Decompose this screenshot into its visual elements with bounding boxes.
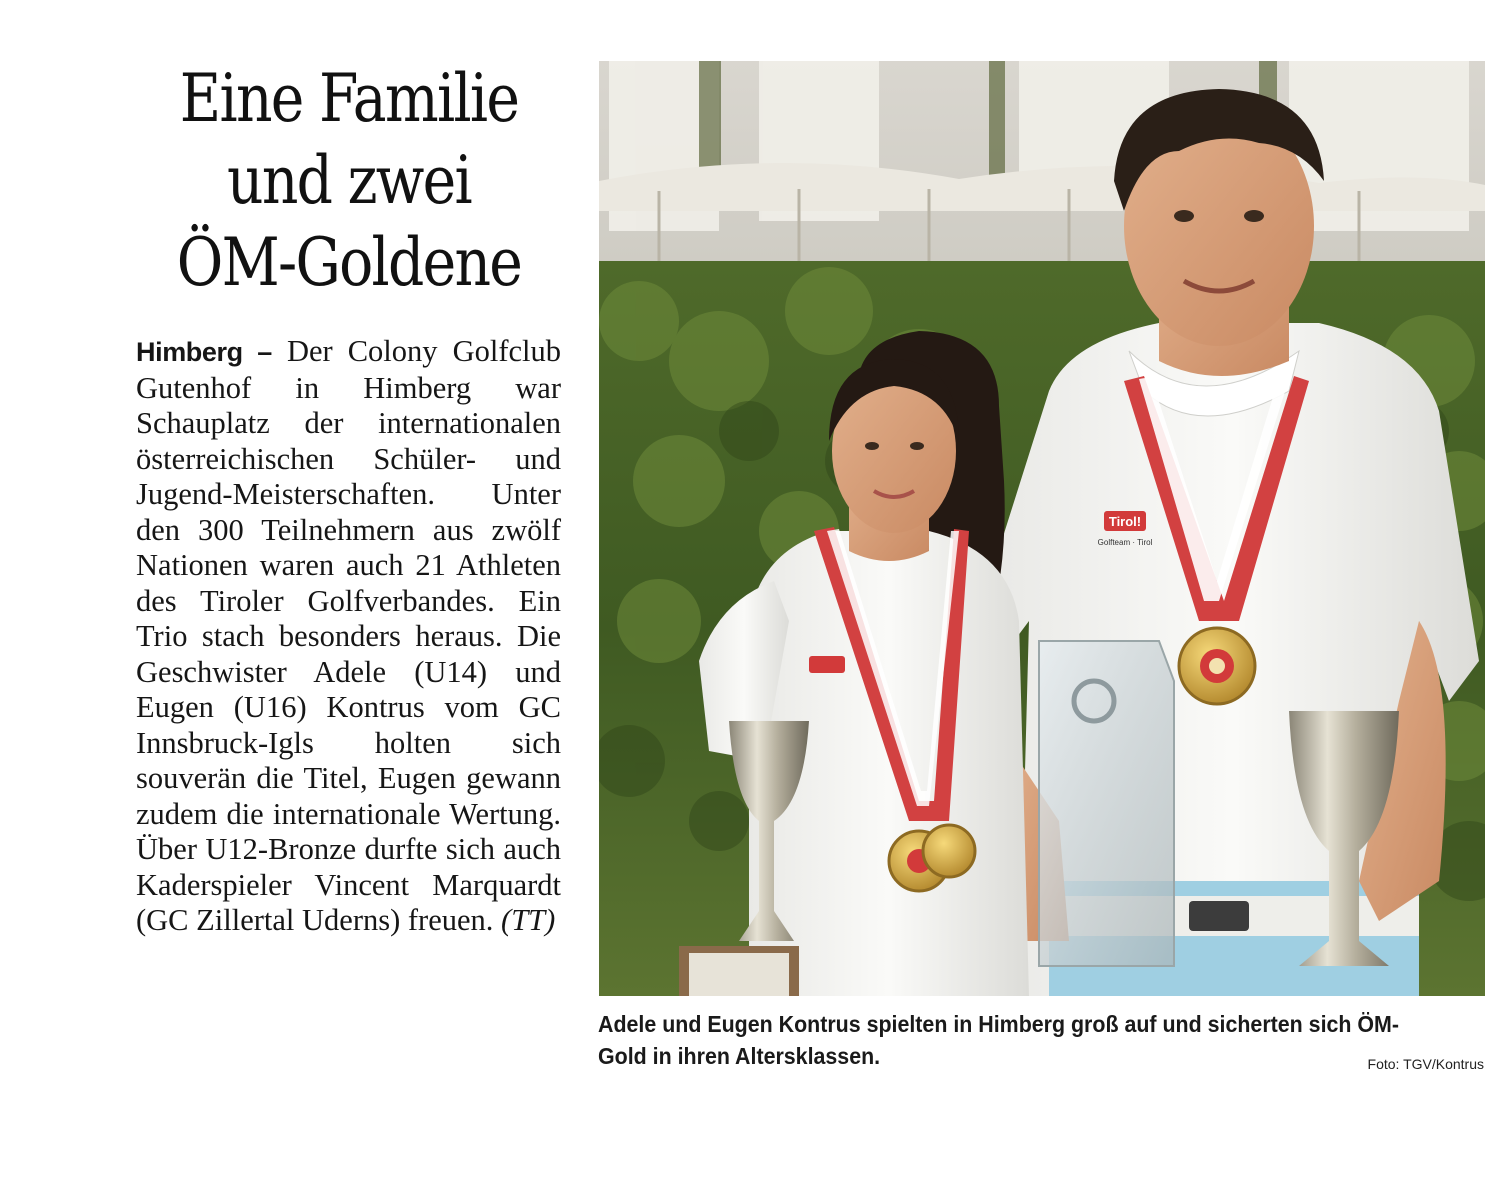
photo-caption: Adele und Eugen Kontrus spielten in Himberg groß auf und sicherten sich ÖM-Gold in ihren Altersklassen.: [598, 1011, 1400, 1069]
headline-line-1: Eine Familie: [179, 60, 519, 137]
headline-line-3: ÖM-Goldene: [176, 224, 522, 301]
shirt-logo: Tirol!: [1108, 514, 1142, 529]
byline: (TT): [501, 903, 556, 937]
shirt-text: Golfteam · Tirol: [1097, 538, 1153, 547]
dateline: Himberg –: [136, 337, 272, 367]
headline-line-2: und zwei: [227, 142, 471, 219]
article-body: [136, 334, 561, 939]
body-text: Der Colony Golfclub Gutenhof in Himberg war Schauplatz der internationalen österreichischen Schüler- und Jugend-Meisterschaften. Unter den 300 Teilnehmern aus zwölf Nationen waren auch 21 Athleten des Tiroler Golfverbandes. Ein Trio stach besonders heraus. Die Geschwister Adele (U14) und Eugen (U16) Kontrus vom GC Innsbruck-Igls holten sich souverän die Titel, Eugen gewann zudem die internationale Wertung. Über U12-Bronze durfte sich auch Kaderspieler Vincent Marquardt (GC Zillertal Uderns) freuen.: [136, 334, 562, 937]
article-photo: [599, 61, 1485, 996]
photo-credit: Foto: TGV/Kontrus: [1367, 1056, 1484, 1072]
article-headline: [161, 58, 538, 304]
